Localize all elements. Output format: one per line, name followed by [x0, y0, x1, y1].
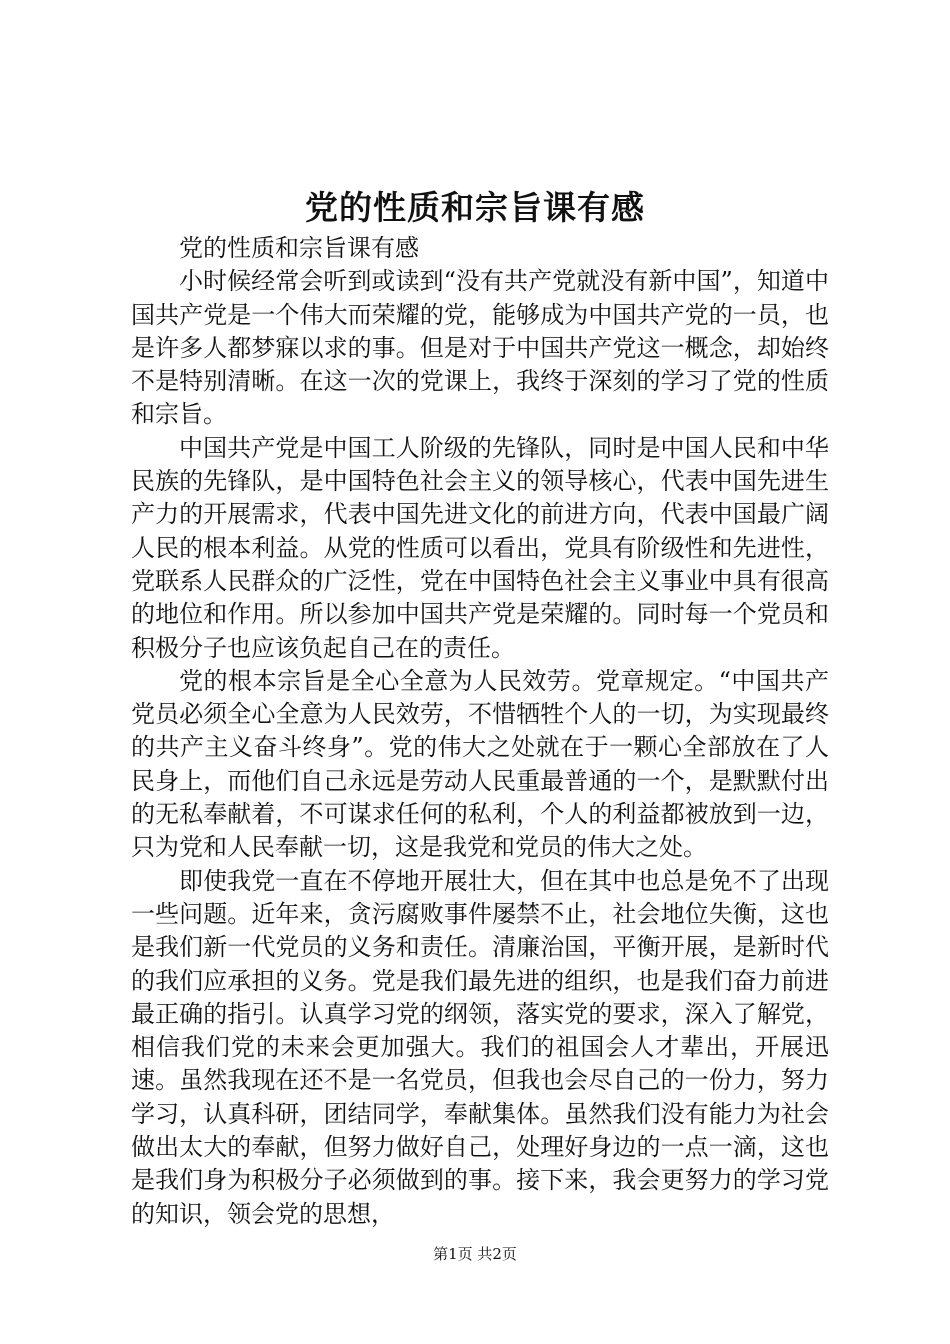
- body-paragraph-subtitle: 党的性质和宗旨课有感: [179, 234, 419, 262]
- body-paragraph: 中国共产党是中国工人阶级的先锋队，同时是中国人民和中华民族的先锋队，是中国特色社会主义的领导核心，代表中国先进生产力的开展需求，代表中国先进文化的前进方向，代表中国最广阔人民的根本利益。从党的性质可以看出，党具有阶级性和先进性，党联系人民群众的广泛性，党在中国特色社会主义事业中具有很高的地位和作用。所以参加中国共产党是荣耀的。同时每一个党员和积极分子也应该负起自己在的责任。: [131, 433, 829, 662]
- body-paragraph: 党的根本宗旨是全心全意为人民效劳。党章规定。“中国共产党员必须全心全意为人民效劳，不惜牺牲个人的一切，为实现最终的共产主义奋斗终身”。党的伟大之处就在于一颗心全部放在了人民身上，而他们自己永远是劳动人民重最普通的一个，是默默付出的无私奉献着，不可谋求任何的私利，个人的利益都被放到一边，只为党和人民奉献一切，这是我党和党员的伟大之处。: [131, 666, 829, 862]
- document-body: [131, 232, 829, 1231]
- document-title: 党的性质和宗旨课有感: [305, 188, 645, 227]
- page-number-footer: 第1页 共2页: [433, 1245, 517, 1263]
- body-paragraph: 即使我党一直在不停地开展壮大，但在其中也总是免不了出现一些问题。近年来，贪污腐败事件屡禁不止，社会地位失衡，这也是我们新一代党员的义务和责任。清廉治国，平衡开展，是新时代的我们应承担的义务。党是我们最先进的组织，也是我们奋力前进最正确的指引。认真学习党的纲领，落实党的要求，深入了解党，相信我们党的未来会更加强大。我们的祖国会人才辈出，开展迅速。虽然我现在还不是一名党员，但我也会尽自己的一份力，努力学习，认真科研，团结同学，奉献集体。虽然我们没有能力为社会做出太大的奉献，但努力做好自己，处理好身边的一点一滴，这也是我们身为积极分子必须做到的事。接下来，我会更努力的学习党的知识，领会党的思想，: [131, 866, 829, 1228]
- body-paragraph: 小时候经常会听到或读到“没有共产党就没有新中国”，知道中国共产党是一个伟大而荣耀的党，能够成为中国共产党的一员，也是许多人都梦寐以求的事。但是对于中国共产党这一概念，却始终不是特别清晰。在这一次的党课上，我终于深刻的学习了党的性质和宗旨。: [131, 267, 829, 429]
